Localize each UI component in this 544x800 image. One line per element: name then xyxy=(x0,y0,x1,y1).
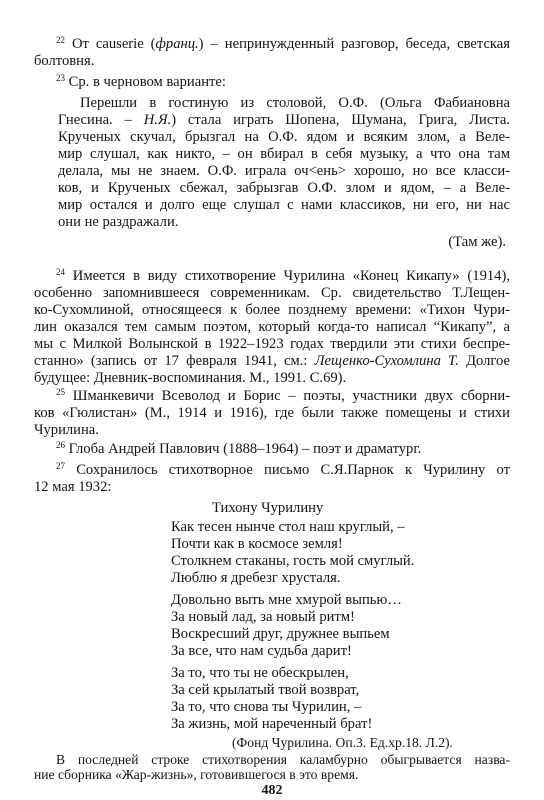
poem-stanza-1: Как тесен нынче стол наш круглый, – Почти как в космосе земля! Столкнем стаканы, гость мой смуглый. Люблю я дребезг хрусталя. xyxy=(171,519,415,586)
footnote-number: 23 xyxy=(56,73,65,83)
poem-title: Тихону Чурилину xyxy=(212,500,324,516)
footnote-number: 25 xyxy=(56,387,65,397)
footnote-number: 26 xyxy=(56,440,65,450)
footnote-27: $^{27}$ Сохранилось стихотворное письмо С.Я.Парнок к Чурилину от 12 мая 1932: xyxy=(34,461,510,495)
footnote-25: $^{25}$ Шманкевичи Всеволод и Борис – поэты, участники двух сборни- ков «Гюлистан» (М., 1914 и 1916), где были также помещены и стихи Чурилина. xyxy=(34,387,510,438)
footnote-number: 24 xyxy=(56,267,65,277)
footnote-22: $^{22}$ От causerie (франц.) – непринужденный разговор, беседа, светская болтовня. xyxy=(34,35,510,69)
footnote-26: $^{26}$ Глоба Андрей Павлович (1888–1964) – поэт и драматург. xyxy=(56,440,422,457)
poem-stanza-2: Довольно выть мне хмурой выпью… За новый лад, за новый ритм! Воскресший друг, дружнее выпьем За все, что нам судьба дарит! xyxy=(171,592,402,659)
closing-paragraph: В последней строке стихотворения каламбурно обыгрывается назва- ние сборника «Жар-жизнь», готовившегося в это время. xyxy=(34,752,510,782)
footnote-number: 22 xyxy=(56,35,65,45)
footnote-23: $^{23}$ Ср. в черновом варианте: xyxy=(56,73,226,90)
footnote-24: $^{24}$ Имеется в виду стихотворение Чурилина «Конец Кикапу» (1914), особенно запомнившееся современникам. Ср. свидетельство Т.Лещен- ко-Сухомлиной, относящееся к более позднему времени: «Тихон Чури- лин оказался тем самым поэтом, который когда-то написал “Кикапу”, а мы с Милкой Волынской в 1922–1923 годах твердили эти стихи беспре- станно» (запись от 17 февраля 1941, см.: Лещенко-Сухомлина Т. Долгое будущее: Дневник-воспоминания. М., 1991. С.69). xyxy=(34,267,510,386)
footnote-number: 27 xyxy=(56,461,65,471)
source-note: (Там же). xyxy=(448,234,506,250)
poem-stanza-3: За то, что ты не обескрылен, За сей крылатый твой возврат, За то, что снова ты Чурилин, – За жизнь, мой нареченный брат! xyxy=(171,665,373,732)
source-note-fond: (Фонд Чурилина. Оп.3. Ед.хр.18. Л.2). xyxy=(232,735,453,750)
footnote-23-quote: Перешли в гостиную из столовой, О.Ф. (Ольга Фабиановна Гнесина. – Н.Я.) стала играть Шопена, Шумана, Грига, Листа. Крученых скучал, брызгал на О.Ф. ядом и всяким злом, а Веле- мир слушал, как никто, – он вбирал в себя музыку, а что она там делала, мы не знаем. О.Ф. играла оч<ень> хорошо, но все класси- ков, и Крученых сбежал, забрызгав О.Ф. злом и ядом, – а Веле- мир остался и долго еще слушал с нами классиков, ни его, ни нас они не раздражали. (Там же). xyxy=(58,95,510,250)
page-number: 482 xyxy=(261,783,283,798)
